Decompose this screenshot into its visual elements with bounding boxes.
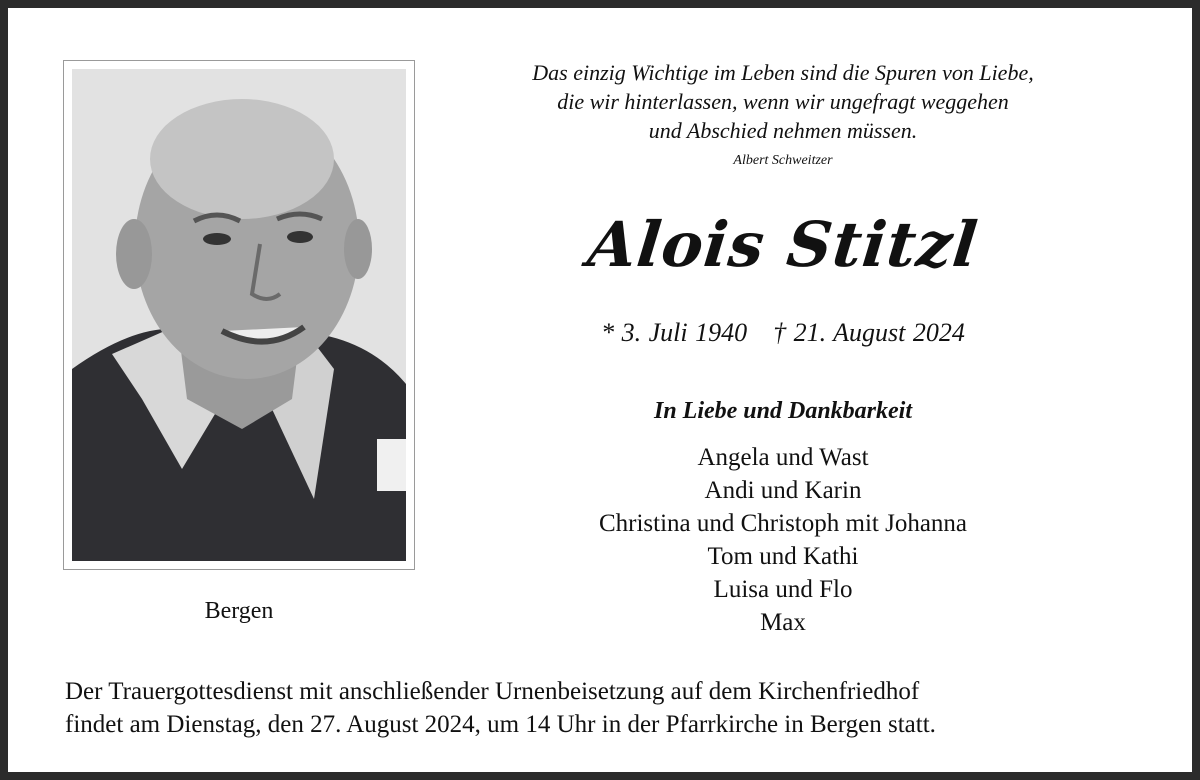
deceased-name: Alois Stitzl (584, 208, 982, 281)
mourner-entry: Tom und Kathi (707, 543, 859, 570)
obituary-card (8, 8, 1192, 772)
place-label: Bergen (204, 598, 274, 624)
death-date: † 21. August 2024 (773, 318, 965, 347)
mourner-entry: Max (760, 609, 806, 636)
portrait-illustration (72, 69, 406, 561)
service-line: findet am Dienstag, den 27. August 2024, um 14 Uhr in der Pfarrkirche in Bergen statt. (65, 711, 936, 738)
birth-date: * 3. Juli 1940 (601, 318, 748, 347)
mourners-list (438, 441, 1128, 639)
mourner-entry: Andi und Karin (704, 477, 862, 504)
dedication-heading: In Liebe und Dankbarkeit (653, 398, 913, 424)
quote-line: und Abschied nehmen müssen. (648, 118, 918, 143)
mourner-entry: Luisa und Flo (713, 576, 853, 603)
portrait-photo (72, 69, 406, 561)
quote-line: Das einzig Wichtige im Leben sind die Spuren von Liebe, (532, 60, 1034, 85)
memorial-quote (438, 58, 1128, 145)
quote-line: die wir hinterlassen, wenn wir ungefragt weggehen (557, 89, 1009, 114)
service-line: Der Trauergottesdienst mit anschließender Urnenbeisetzung auf dem Kirchenfriedhof (65, 678, 920, 705)
mourner-entry: Angela und Wast (697, 444, 869, 471)
quote-author: Albert Schweitzer (733, 153, 833, 168)
service-announcement (65, 675, 1145, 741)
mourner-entry: Christina und Christoph mit Johanna (598, 510, 968, 537)
life-dates (438, 318, 1128, 348)
portrait-frame (63, 60, 415, 570)
